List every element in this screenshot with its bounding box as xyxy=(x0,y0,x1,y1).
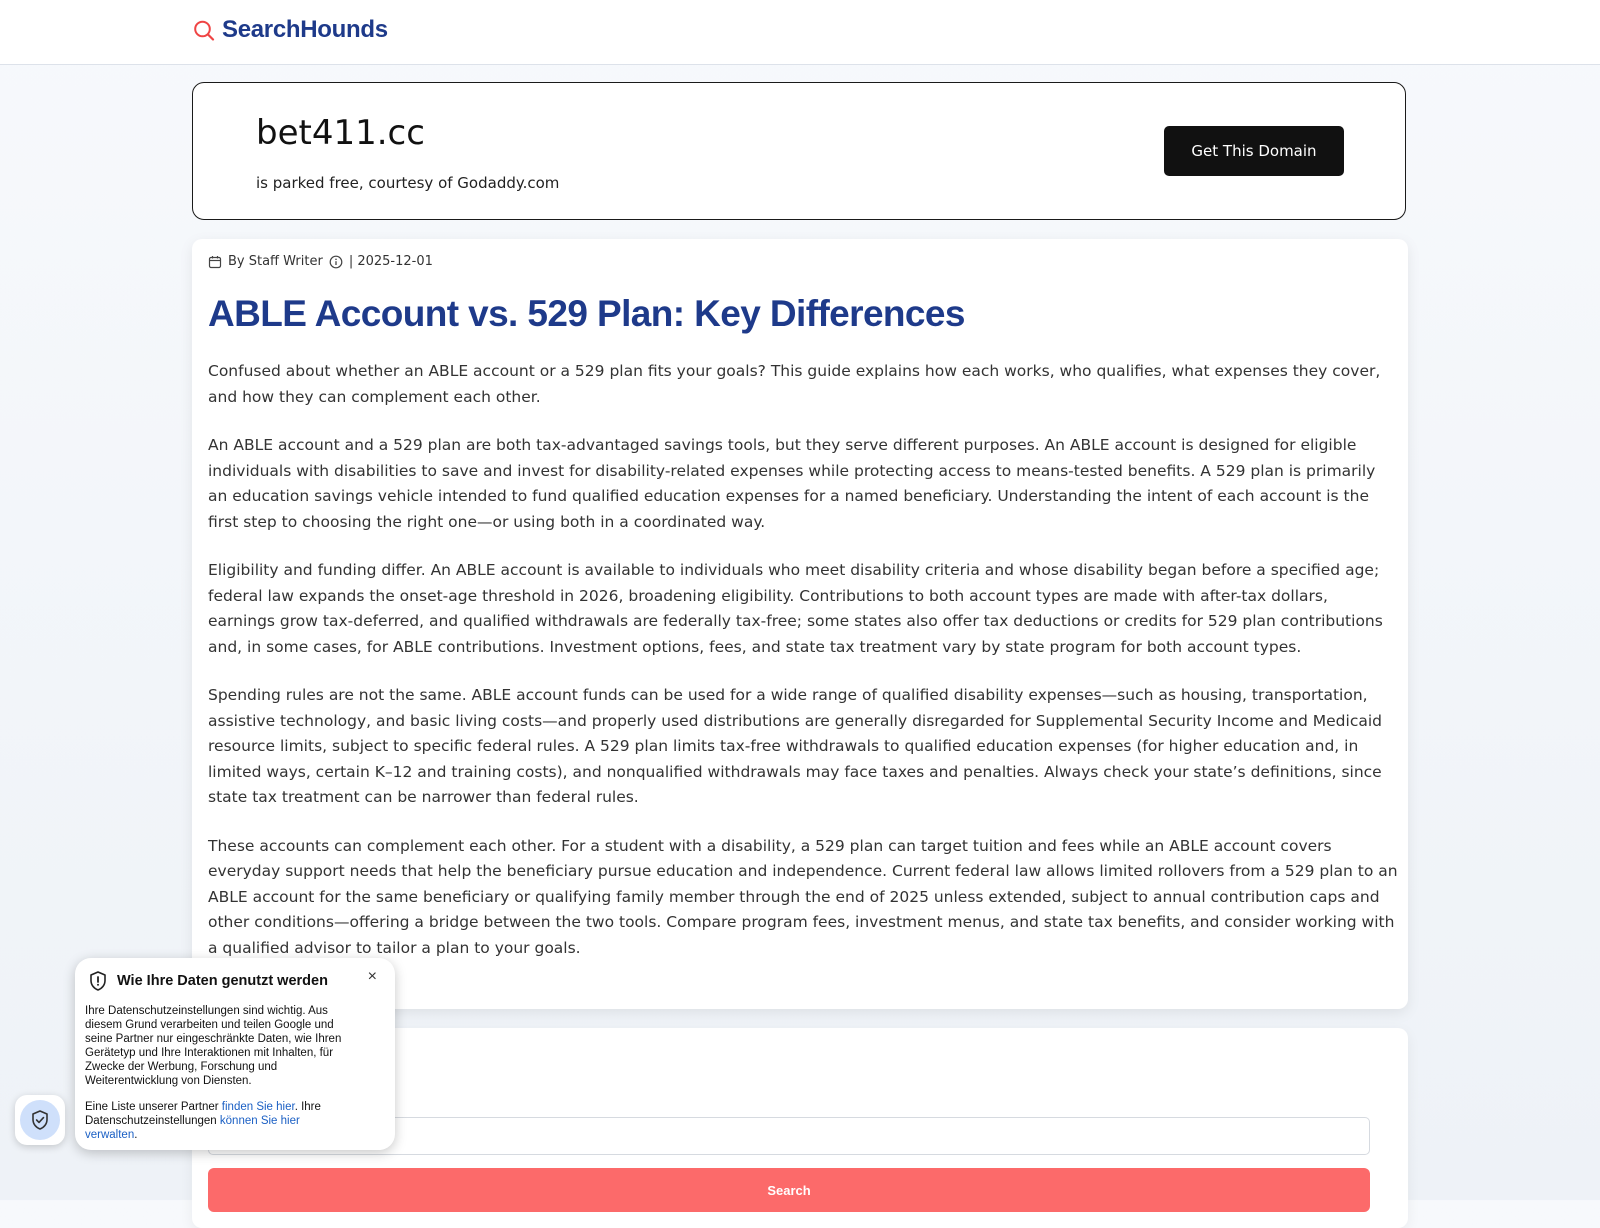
article-paragraph: Spending rules are not the same. ABLE account funds can be used for a wide range of qualified disability expenses—such as housing, transportation, assistive technology, and basic living costs—and properly used distributions are generally disregarded for Supplemental Security Income and Medicaid resource limits, subject to specific federal rules. A 529 plan limits tax-free withdrawals to qualified education expenses (for higher education and, in limited ways, certain K–12 and training costs), and nonqualified withdrawals may face taxes and penalties. Always check your state’s definitions, since state tax treatment can be narrower than federal rules. xyxy=(208,686,1382,806)
privacy-partners-prefix: Eine Liste unserer Partner xyxy=(85,1101,222,1113)
calendar-icon xyxy=(208,255,222,269)
search-icon xyxy=(193,19,215,41)
article-paragraph: These accounts can complement each other. For a student with a disability, a 529 plan can target tuition and fees while an ABLE account covers everyday support needs that help the beneficiary pursue education and independence. Current federal law allows limited rollovers from a 529 plan to an ABLE account for the same beneficiary or qualifying family member through the end of 2025 unless extended, subject to annual contribution caps and other conditions—offering a bridge between the two tools. Compare program fees, investment menus, and state tax benefits, and consider working with a qualified advisor to tailor a plan to your goals. xyxy=(208,836,1398,957)
domain-card xyxy=(192,82,1406,220)
get-domain-button[interactable]: Get This Domain xyxy=(1164,126,1344,176)
privacy-settings-button[interactable] xyxy=(15,1095,65,1145)
article-author: By Staff Writer xyxy=(228,254,323,269)
domain-name: bet411.cc xyxy=(256,113,425,153)
privacy-partners-text xyxy=(85,1100,355,1142)
top-header xyxy=(0,0,1600,65)
brand-logo[interactable] xyxy=(193,16,388,44)
privacy-title: Wie Ihre Daten genutzt werden xyxy=(117,973,328,989)
domain-subtitle: is parked free, courtesy of Godaddy.com xyxy=(256,174,560,192)
info-icon[interactable] xyxy=(329,255,343,269)
shield-check-icon xyxy=(29,1109,51,1131)
article-card xyxy=(192,239,1408,1009)
shield-alert-icon xyxy=(87,970,109,992)
article-meta xyxy=(208,254,433,269)
privacy-body: Ihre Datenschutzeinstellungen sind wichtig. Aus diesem Grund verarbeiten und teilen Google und seine Partner nur eingeschränkte Daten, wie Ihren Gerätetyp und Ihre Interaktionen mit Inhalten, für Zwecke der Werbung, Forschung und Weiterentwicklung von Diensten. xyxy=(85,1005,342,1087)
privacy-popup xyxy=(75,958,395,1150)
privacy-partners-suffix: . xyxy=(134,1129,138,1141)
privacy-header xyxy=(87,970,328,992)
article-paragraph: Eligibility and funding differ. An ABLE account is available to individuals who meet disability criteria and whose disability began before a specified age; federal law expands the onset-age threshold in 2026, broadening eligibility. Contributions to both account types are made with after-tax dollars, earnings grow tax-deferred, and qualified withdrawals are federally tax-free; some states also offer tax deductions or credits for 529 plan contributions and, in some cases, for ABLE contributions. Investment options, fees, and state tax treatment vary by state program for both account types. xyxy=(208,561,1383,656)
manage-settings-link[interactable]: können Sie hier verwalten xyxy=(85,1115,300,1141)
article-date: | 2025-12-01 xyxy=(348,254,433,269)
close-icon[interactable]: × xyxy=(367,968,377,985)
article-paragraph: Confused about whether an ABLE account or a 529 plan fits your goals? This guide explains how each works, who qualifies, what expenses they cover, and how they can complement each other. xyxy=(208,362,1381,406)
privacy-badge-circle xyxy=(20,1100,60,1140)
article-title: ABLE Account vs. 529 Plan: Key Differences xyxy=(208,293,965,334)
article-body xyxy=(208,359,1398,984)
article-paragraph: An ABLE account and a 529 plan are both tax-advantaged savings tools, but they serve different purposes. An ABLE account is designed for eligible individuals with disabilities to save and invest for disability-related expenses while protecting access to means-tested benefits. A 529 plan is primarily an education savings vehicle intended to fund qualified education expenses for a named beneficiary. Understanding the intent of each account is the first step to choosing the right one—or using both in a coordinated way. xyxy=(208,436,1376,531)
privacy-partners-middle: . Ihre Datenschutzeinstellungen xyxy=(85,1101,321,1127)
search-button[interactable]: Search xyxy=(208,1168,1370,1212)
brand-name: SearchHounds xyxy=(222,16,388,43)
partners-link[interactable]: finden Sie hier xyxy=(221,1101,295,1113)
